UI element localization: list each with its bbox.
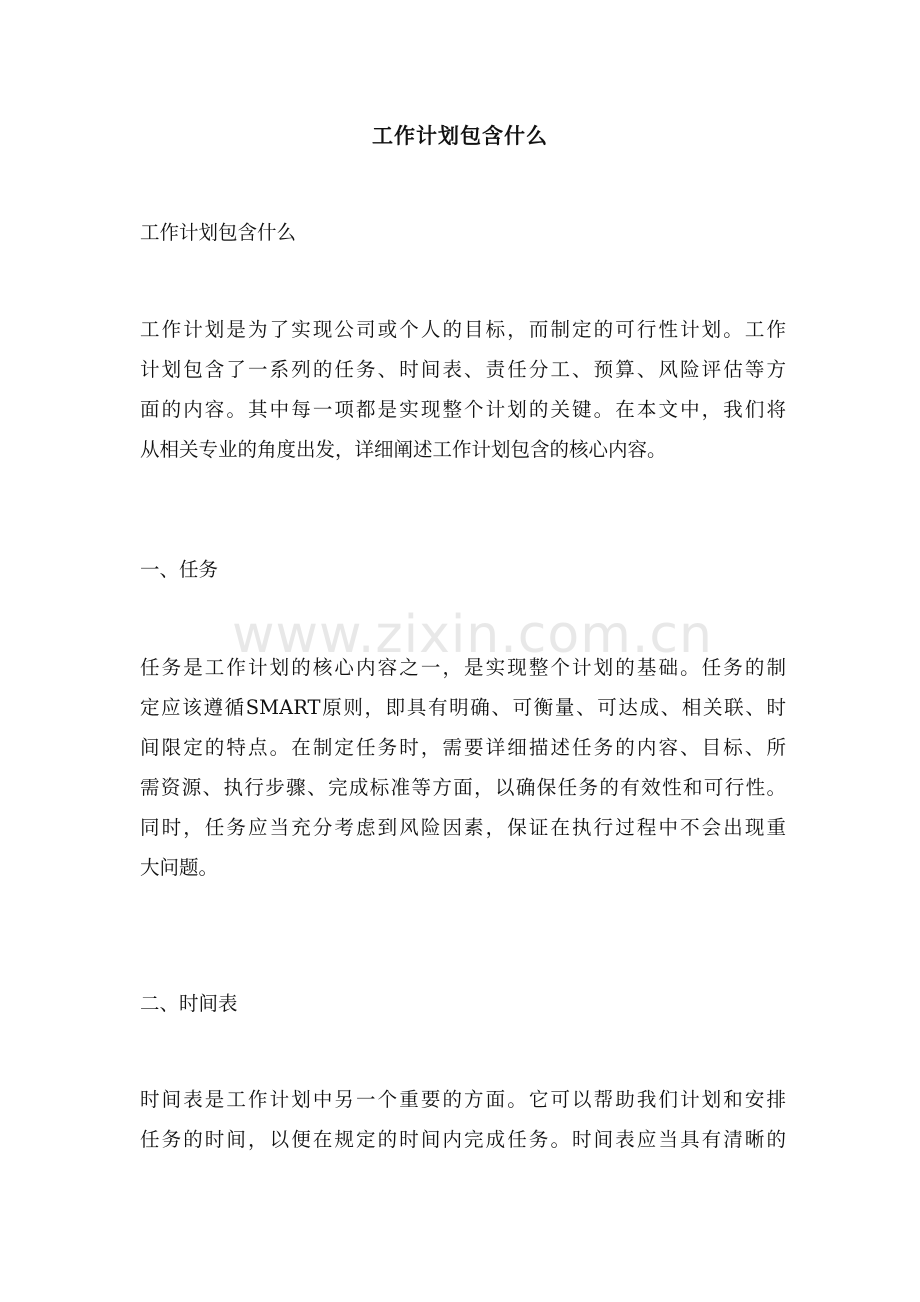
paragraph-line: 任务是工作计划的核心内容之一，是实现整个计划的基础。任务的制 bbox=[140, 656, 786, 679]
schedule-paragraph bbox=[140, 1080, 786, 1160]
paragraph-line: 计划包含了一系列的任务、时间表、责任分工、预算、风险评估等方 bbox=[140, 358, 786, 381]
paragraph-line: 工作计划是为了实现公司或个人的目标，而制定的可行性计划。工作 bbox=[140, 318, 786, 341]
paragraph-line: 大问题。 bbox=[140, 856, 219, 879]
section-heading-tasks: 一、任务 bbox=[140, 558, 219, 581]
paragraph-line: 面的内容。其中每一项都是实现整个计划的关键。在本文中，我们将 bbox=[140, 398, 786, 421]
document-subtitle: 工作计划包含什么 bbox=[140, 221, 297, 244]
paragraph-line: 从相关专业的角度出发，详细阐述工作计划包含的核心内容。 bbox=[140, 438, 667, 461]
intro-paragraph bbox=[140, 310, 786, 470]
tasks-paragraph bbox=[140, 648, 786, 888]
paragraph-line: 任务的时间，以便在规定的时间内完成任务。时间表应当具有清晰的 bbox=[140, 1128, 786, 1151]
paragraph-line: 同时，任务应当充分考虑到风险因素，保证在执行过程中不会出现重 bbox=[140, 816, 786, 839]
paragraph-line: 时间表是工作计划中另一个重要的方面。它可以帮助我们计划和安排 bbox=[140, 1088, 786, 1111]
document-title: 工作计划包含什么 bbox=[372, 123, 548, 148]
paragraph-line: 间限定的特点。在制定任务时，需要详细描述任务的内容、目标、所 bbox=[140, 736, 786, 759]
paragraph-line: 需资源、执行步骤、完成标准等方面，以确保任务的有效性和可行性。 bbox=[140, 776, 786, 799]
paragraph-line: 定应该遵循SMART原则，即具有明确、可衡量、可达成、相关联、时 bbox=[140, 696, 786, 719]
section-heading-schedule: 二、时间表 bbox=[140, 992, 238, 1015]
watermark-text: www.zixin.com.cn bbox=[232, 605, 713, 665]
